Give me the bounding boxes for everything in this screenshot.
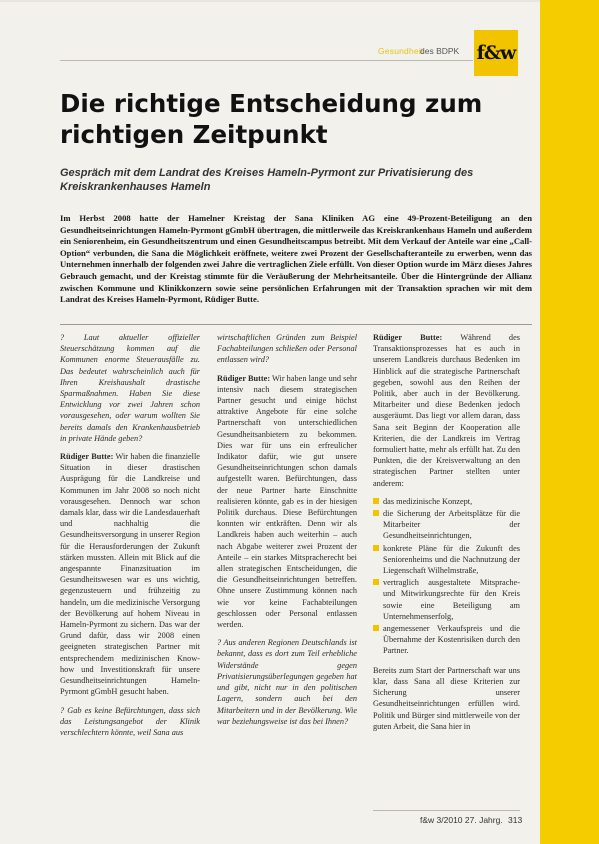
column-rule (60, 324, 532, 325)
criteria-list (373, 496, 520, 657)
column-3 (373, 332, 520, 739)
column-1 (60, 332, 200, 745)
answer-text: Wir haben lange und sehr intensiv nach diesem strategischen Partner gesucht und einige höchst attraktive Angebote für eine solche Partnerschaft von unterschiedlichen Gesundheitsanbietern zu bekommen. Dies war für uns ein erfreulicher Indikator dafür, wie gut unsere Gesundheitseinrichtungen schon damals aufgestellt waren. Befürchtungen, dass der neue Partner harte Einschnitte realisieren könnte, gab es in der hiesigen Politik durchaus. Diese Befürchtungen konnten wir entkräften. Denn wir als Landkreis haben auch weiterhin – auch nach Abgabe weiterer zwei Prozent der Anteile – ein starkes Mitspracherecht bei allen strategischen Entscheidungen, die die Gesundheitseinrichtungen betreffen. Ohne unsere Zustimmung können nach wie vor keine Fachabteilungen geschlossen oder Personal entlassen werden. (217, 373, 357, 630)
list-item: die Sicherung der Arbeitsplätze für die Mitarbeiter der Gesundheitseinrichtungen, (373, 508, 520, 542)
question-2: ? Gab es keine Befürchtungen, dass sich das Leistungsangebot der Klinik verschlechtern könnte, weil Sana aus (60, 705, 200, 737)
speaker-label: Rüdiger Butte: (373, 333, 443, 342)
question-1: ? Laut aktueller offizieller Steuerschätzung kommen auf die Kommunen enorme Steuerausfälle zu. Das bedeutet wahrscheinlich auch für Ihren Kreishaushalt drastische Sparmaßnahmen. Haben Sie diese Entwicklung vor zwei Jahren schon vorausgesehen, oder warum wollten Sie bereits damals den Krankenhausbetrieb in private Hände geben? (60, 333, 200, 443)
article-title: Die richtige Entscheidung zum richtigen Zeitpunkt (60, 89, 483, 149)
header-rule (60, 60, 473, 61)
section-label: Gesundheit (378, 46, 424, 56)
list-item: das medizinische Konzept, (373, 496, 520, 507)
list-item: vertraglich ausgestaltete Mitsprache- und Mitwirkungsrechte für den Kreis sowie eine Beteiligung am Unternehmenserfolg, (373, 577, 520, 622)
yellow-side-bar (540, 0, 599, 844)
question-3: ? Aus anderen Regionen Deutschlands ist bekannt, dass es dort zum Teil erhebliche Widerstände gegen Privatisierungsüberlegungen gegeben hat und gibt, nicht nur in den politischen Lagern, sondern auch bei den Mitarbeitern und in der Bevölkerung. Wie war beziehungsweise ist das bei Ihnen? (217, 638, 357, 726)
section-sublabel: des BDPK (420, 46, 460, 56)
answer-3-continued: Bereits zum Start der Partnerschaft war uns klar, dass Sana all diese Kriterien zur Sicherung unserer Gesundheitseinrichtungen erfüllen wird. Politik und Bürger sind mittlerweile von der guten Arbeit, die Sana hier in (373, 665, 520, 731)
question-2-continued: wirtschaftlichen Gründen zum Beispiel Fachabteilungen schließen oder Personal entlassen wird? (217, 333, 357, 365)
list-item: konkrete Pläne für die Zukunft des Seniorenheims und die Nachnutzung der Liegenschaft Wilhelmstraße, (373, 543, 520, 577)
answer-3 (373, 332, 520, 489)
article-subtitle: Gespräch mit dem Landrat des Kreises Hameln-Pyrmont zur Privatisierung des Kreiskrankenhauses Hameln (60, 167, 474, 193)
top-edge (0, 0, 599, 2)
page-number: 313 (508, 815, 523, 825)
fw-logo: f&w (474, 30, 518, 76)
article-intro: Im Herbst 2008 hatte der Hamelner Kreistag der Sana Kliniken AG eine 49-Prozent-Beteiligung an den Gesundheitseinrichtungen Hameln-Pyrmont gGmbH übertragen, die mittlerweile das Kreiskrankenhaus Hameln und außerdem ein Seniorenheim, ein Gesundheitszentrum und einen Gesundheitscampus betreibt. Mit dem Verkauf der Anteile war eine „Call-Option“ verbunden, die Sana die Möglichkeit eröffnete, weitere zwei Prozent der Gesellschafteranteile zu erwerben, wenn das Unternehmen innerhalb der folgenden zwei Jahre die vertraglichen Ziele erfüllt. Von dieser Option wurde im März dieses Jahres Gebrauch gemacht, und der Kreistag stimmte für die Veräußerung der Mehrheitsanteile. Über die Hintergründe der Allianz zwischen Kommune und Klinikkonzern sowie seine persönlichen Erfahrungen mit der Transaktion sprachen wir mit dem Landrat des Kreises Hameln-Pyrmont, Rüdiger Butte. (60, 213, 532, 305)
footer-issue: f&w 3/2010 27. Jahrg. (420, 815, 503, 825)
column-2 (217, 332, 357, 734)
speaker-label: Rüdiger Butte: (217, 373, 271, 383)
list-item: angemessener Verkaufspreis und die Übernahme der Kostenrisiken durch den Partner. (373, 623, 520, 657)
footer-rule (373, 810, 520, 811)
answer-text: Wir haben die finanzielle Situation in dieser drastischen Ausprägung für die Landkreise und Kommunen im Jahr 2008 so noch nicht vorausgesehen. Dennoch war schon damals klar, dass wir die Landesdauerhaft und nachhaltig die Gesundheitsversorgung in unserer Region für die Herausforderungen der Zukunft stärken mussten. Allein mit Blick auf die angespannte Finanzsituation im Gesundheitswesen war es uns wichtig, gegenzusteuern und frühzeitig zu handeln, um die medizinische Versorgung der Bevölkerung auf hohem Niveau in Hameln-Pyrmont zu sichern. Das war der Grund dafür, dass wir 2008 einen geeigneten strategischen Partner mit entsprechendem medizinischen Know-how und Investitionskraft für unsere Gesundheitseinrichtungen Hameln-Pyrmont gGmbH gesucht haben. (60, 452, 200, 697)
answer-1 (60, 451, 200, 697)
answer-2 (217, 373, 357, 631)
speaker-label: Rüdiger Butte: (60, 452, 114, 462)
answer-text: Während des Transaktionsprozesses hat es auch in unserem Landkreis durchaus Bedenken im Hinblick auf die strategische Partnerschaft gegeben, sowohl aus den Reihen der Politik, aber auch in der Bevölkerung. Mitarbeiter und diese Bedenken jedoch ausgeräumt. Das liegt vor allem daran, dass Sana seit Beginn der Kooperation alle Kriterien, die der Landkreis im Vertrag formuliert hatte, mehr als erfüllt hat. Zu den Punkten, die der Kreisverwaltung an den strategischen Partner stellten unter anderem: (373, 333, 520, 488)
